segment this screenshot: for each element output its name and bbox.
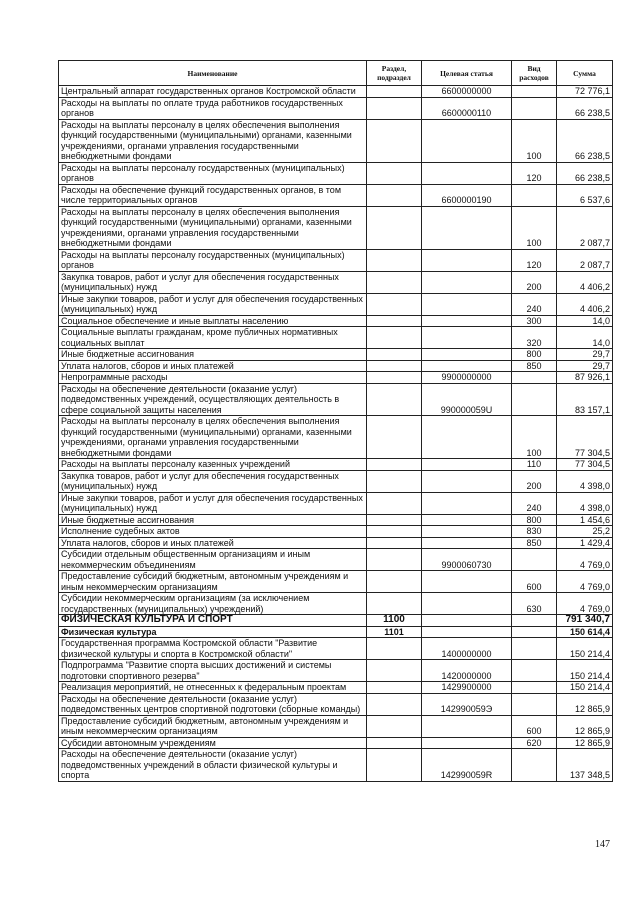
row-article (422, 626, 512, 638)
row-type (512, 626, 557, 638)
table-row (59, 749, 613, 782)
row-sum: 4 769,0 (557, 593, 613, 615)
row-name: Расходы на выплаты персоналу государственных (муниципальных) органов (59, 249, 367, 271)
row-sum: 66 238,5 (557, 162, 613, 184)
row-sum: 25,2 (557, 526, 613, 538)
row-sum: 14,0 (557, 315, 613, 327)
row-article (422, 293, 512, 315)
row-type (512, 86, 557, 98)
row-name: Расходы на обеспечение деятельности (оказание услуг) подведомственных учреждений в области физической культуры и спорта (59, 749, 367, 782)
table-row (59, 119, 613, 162)
row-type (512, 97, 557, 119)
row-article: 142990059R (422, 749, 512, 782)
row-section (367, 416, 422, 459)
row-sum: 150 214,4 (557, 660, 613, 682)
row-type: 200 (512, 271, 557, 293)
header-sum: Сумма (557, 61, 613, 86)
row-sum: 87 926,1 (557, 372, 613, 384)
row-article (422, 571, 512, 593)
row-sum: 4 398,0 (557, 492, 613, 514)
table-row (59, 271, 613, 293)
row-article (422, 593, 512, 615)
table-row (59, 514, 613, 526)
row-type (512, 549, 557, 571)
row-section (367, 184, 422, 206)
row-section (367, 86, 422, 98)
table-row (59, 715, 613, 737)
row-sum: 6 537,6 (557, 184, 613, 206)
row-section (367, 660, 422, 682)
row-type: 830 (512, 526, 557, 538)
row-sum: 4 398,0 (557, 470, 613, 492)
row-type: 100 (512, 206, 557, 249)
row-name: Иные бюджетные ассигнования (59, 514, 367, 526)
row-section: 1100 (367, 615, 422, 627)
row-name: Субсидии автономным учреждениям (59, 737, 367, 749)
row-sum: 4 406,2 (557, 293, 613, 315)
row-section (367, 526, 422, 538)
table-row (59, 638, 613, 660)
row-name: Иные закупки товаров, работ и услуг для обеспечения государственных (муниципальных) нужд (59, 293, 367, 315)
row-article (422, 249, 512, 271)
row-sum: 791 340,7 (557, 615, 613, 627)
row-section (367, 459, 422, 471)
table-header (59, 61, 613, 86)
row-type (512, 693, 557, 715)
table-row (59, 492, 613, 514)
row-name: Социальное обеспечение и иные выплаты населению (59, 315, 367, 327)
row-type (512, 660, 557, 682)
row-section (367, 249, 422, 271)
row-article: 9900060730 (422, 549, 512, 571)
table-row (59, 537, 613, 549)
row-sum: 2 087,7 (557, 206, 613, 249)
table-row (59, 327, 613, 349)
table-row (59, 293, 613, 315)
row-section (367, 119, 422, 162)
row-name: Предоставление субсидий бюджетным, автономным учреждениям и иным некоммерческим организациям (59, 715, 367, 737)
table-row (59, 383, 613, 416)
row-article: 9900000000 (422, 372, 512, 384)
row-section (367, 737, 422, 749)
row-section (367, 492, 422, 514)
row-type (512, 749, 557, 782)
row-type (512, 383, 557, 416)
row-name: Закупка товаров, работ и услуг для обеспечения государственных (муниципальных) нужд (59, 271, 367, 293)
table-row (59, 459, 613, 471)
header-type: Вид расходов (512, 61, 557, 86)
row-article (422, 459, 512, 471)
table-row (59, 162, 613, 184)
row-article: 142990059Э (422, 693, 512, 715)
row-name: Предоставление субсидий бюджетным, автономным учреждениям и иным некоммерческим организациям (59, 571, 367, 593)
row-section (367, 372, 422, 384)
row-section (367, 571, 422, 593)
row-sum: 29,7 (557, 349, 613, 361)
row-type: 620 (512, 737, 557, 749)
row-section (367, 593, 422, 615)
row-name: Подпрограмма "Развитие спорта высших достижений и системы подготовки спортивного резерва" (59, 660, 367, 682)
row-type: 120 (512, 249, 557, 271)
row-name: Расходы на выплаты персоналу государственных (муниципальных) органов (59, 162, 367, 184)
row-type: 600 (512, 571, 557, 593)
table-row (59, 349, 613, 361)
row-name: Расходы на выплаты персоналу в целях обеспечения выполнения функций государственными (муниципальными) органами, казенными учреждениями, органами управления государственными внебюджетными фондами (59, 416, 367, 459)
table-row (59, 97, 613, 119)
row-sum: 29,7 (557, 360, 613, 372)
row-section (367, 549, 422, 571)
row-sum: 77 304,5 (557, 416, 613, 459)
row-name: Непрограммные расходы (59, 372, 367, 384)
row-section: 1101 (367, 626, 422, 638)
table-body (59, 86, 613, 782)
row-article (422, 206, 512, 249)
table-row (59, 206, 613, 249)
row-name: Субсидии некоммерческим организациям (за исключением государственных (муниципальных) учреждений) (59, 593, 367, 615)
row-name: Расходы на выплаты персоналу в целях обеспечения выполнения функций государственными (муниципальными) органами, казенными учреждениями, органами управления государственными внебюджетными фондами (59, 206, 367, 249)
row-type: 800 (512, 349, 557, 361)
row-section (367, 638, 422, 660)
row-type: 630 (512, 593, 557, 615)
row-type (512, 682, 557, 694)
table-row (59, 416, 613, 459)
row-name: Расходы на выплаты персоналу казенных учреждений (59, 459, 367, 471)
row-type (512, 638, 557, 660)
row-section (367, 97, 422, 119)
row-name: Реализация мероприятий, не отнесенных к федеральным проектам (59, 682, 367, 694)
table-row (59, 360, 613, 372)
header-name: Наименование (59, 61, 367, 86)
row-type: 600 (512, 715, 557, 737)
row-article (422, 492, 512, 514)
row-section (367, 360, 422, 372)
row-section (367, 206, 422, 249)
row-type: 100 (512, 119, 557, 162)
table-row (59, 737, 613, 749)
row-sum: 12 865,9 (557, 737, 613, 749)
row-type: 320 (512, 327, 557, 349)
row-type: 240 (512, 293, 557, 315)
row-sum: 72 776,1 (557, 86, 613, 98)
row-section (367, 537, 422, 549)
row-name: Уплата налогов, сборов и иных платежей (59, 360, 367, 372)
table-row (59, 249, 613, 271)
row-name: Иные закупки товаров, работ и услуг для обеспечения государственных (муниципальных) нужд (59, 492, 367, 514)
row-section (367, 271, 422, 293)
header-section: Раздел, подраздел (367, 61, 422, 86)
table-row (59, 626, 613, 638)
row-sum: 1 454,6 (557, 514, 613, 526)
table-row (59, 615, 613, 627)
row-article (422, 514, 512, 526)
row-sum: 1 429,4 (557, 537, 613, 549)
row-sum: 4 769,0 (557, 571, 613, 593)
row-sum: 150 214,4 (557, 682, 613, 694)
row-section (367, 693, 422, 715)
row-article (422, 470, 512, 492)
table-row (59, 315, 613, 327)
row-section (367, 470, 422, 492)
row-name: Социальные выплаты гражданам, кроме публичных нормативных социальных выплат (59, 327, 367, 349)
row-type: 120 (512, 162, 557, 184)
row-article (422, 349, 512, 361)
row-sum: 150 214,4 (557, 638, 613, 660)
row-sum: 150 614,4 (557, 626, 613, 638)
row-article (422, 315, 512, 327)
row-type: 850 (512, 360, 557, 372)
table-row (59, 184, 613, 206)
row-article (422, 526, 512, 538)
table-row (59, 372, 613, 384)
table-row (59, 86, 613, 98)
row-article: 990000059U (422, 383, 512, 416)
row-name: Государственная программа Костромской области "Развитие физической культуры и спорта в Костромской области" (59, 638, 367, 660)
row-article (422, 737, 512, 749)
row-type: 240 (512, 492, 557, 514)
row-sum: 83 157,1 (557, 383, 613, 416)
row-article (422, 360, 512, 372)
row-article: 6600000190 (422, 184, 512, 206)
row-name: Расходы на обеспечение деятельности (оказание услуг) подведомственных центров спортивной подготовки (сборные команды) (59, 693, 367, 715)
row-article (422, 615, 512, 627)
row-section (367, 749, 422, 782)
row-article (422, 715, 512, 737)
row-sum: 4 406,2 (557, 271, 613, 293)
table-row (59, 593, 613, 615)
row-type: 100 (512, 416, 557, 459)
row-sum: 4 769,0 (557, 549, 613, 571)
table-row (59, 693, 613, 715)
row-name: Расходы на выплаты по оплате труда работников государственных органов (59, 97, 367, 119)
row-sum: 12 865,9 (557, 693, 613, 715)
row-name: Расходы на обеспечение деятельности (оказание услуг) подведомственных учреждений, осуществляющих деятельность в сфере социальной защиты населения (59, 383, 367, 416)
row-sum: 137 348,5 (557, 749, 613, 782)
row-article (422, 327, 512, 349)
row-section (367, 293, 422, 315)
row-section (367, 162, 422, 184)
table-row (59, 682, 613, 694)
budget-table (58, 60, 613, 782)
row-type (512, 184, 557, 206)
row-type (512, 372, 557, 384)
row-article: 6600000000 (422, 86, 512, 98)
row-article (422, 537, 512, 549)
row-type (512, 615, 557, 627)
row-article (422, 119, 512, 162)
table-row (59, 526, 613, 538)
row-name: Физическая культура (59, 626, 367, 638)
table-row (59, 549, 613, 571)
row-name: Расходы на выплаты персоналу в целях обеспечения выполнения функций государственными (муниципальными) органами, казенными учреждениями, органами управления государственными внебюджетными фондами (59, 119, 367, 162)
row-sum: 2 087,7 (557, 249, 613, 271)
row-name: Субсидии отдельным общественным организациям и иным некоммерческим объединениям (59, 549, 367, 571)
row-name: Центральный аппарат государственных органов Костромской области (59, 86, 367, 98)
table-row (59, 470, 613, 492)
header-article: Целевая статья (422, 61, 512, 86)
row-type: 200 (512, 470, 557, 492)
table-row (59, 571, 613, 593)
row-type: 800 (512, 514, 557, 526)
row-sum: 66 238,5 (557, 97, 613, 119)
row-section (367, 383, 422, 416)
row-section (367, 327, 422, 349)
row-article: 1420000000 (422, 660, 512, 682)
row-name: Закупка товаров, работ и услуг для обеспечения государственных (муниципальных) нужд (59, 470, 367, 492)
row-name: Иные бюджетные ассигнования (59, 349, 367, 361)
row-section (367, 514, 422, 526)
row-article: 6600000110 (422, 97, 512, 119)
row-section (367, 682, 422, 694)
table-row (59, 660, 613, 682)
row-article: 1429900000 (422, 682, 512, 694)
row-name: Уплата налогов, сборов и иных платежей (59, 537, 367, 549)
row-article (422, 271, 512, 293)
row-name: Расходы на обеспечение функций государственных органов, в том числе территориальных органов (59, 184, 367, 206)
row-section (367, 349, 422, 361)
row-sum: 77 304,5 (557, 459, 613, 471)
page-number: 147 (595, 839, 610, 850)
row-sum: 66 238,5 (557, 119, 613, 162)
row-sum: 14,0 (557, 327, 613, 349)
row-sum: 12 865,9 (557, 715, 613, 737)
row-article (422, 162, 512, 184)
row-type: 110 (512, 459, 557, 471)
row-name: Исполнение судебных актов (59, 526, 367, 538)
row-article (422, 416, 512, 459)
row-type: 850 (512, 537, 557, 549)
row-section (367, 715, 422, 737)
row-type: 300 (512, 315, 557, 327)
row-section (367, 315, 422, 327)
row-article: 1400000000 (422, 638, 512, 660)
row-name: ФИЗИЧЕСКАЯ КУЛЬТУРА И СПОРТ (59, 615, 367, 627)
